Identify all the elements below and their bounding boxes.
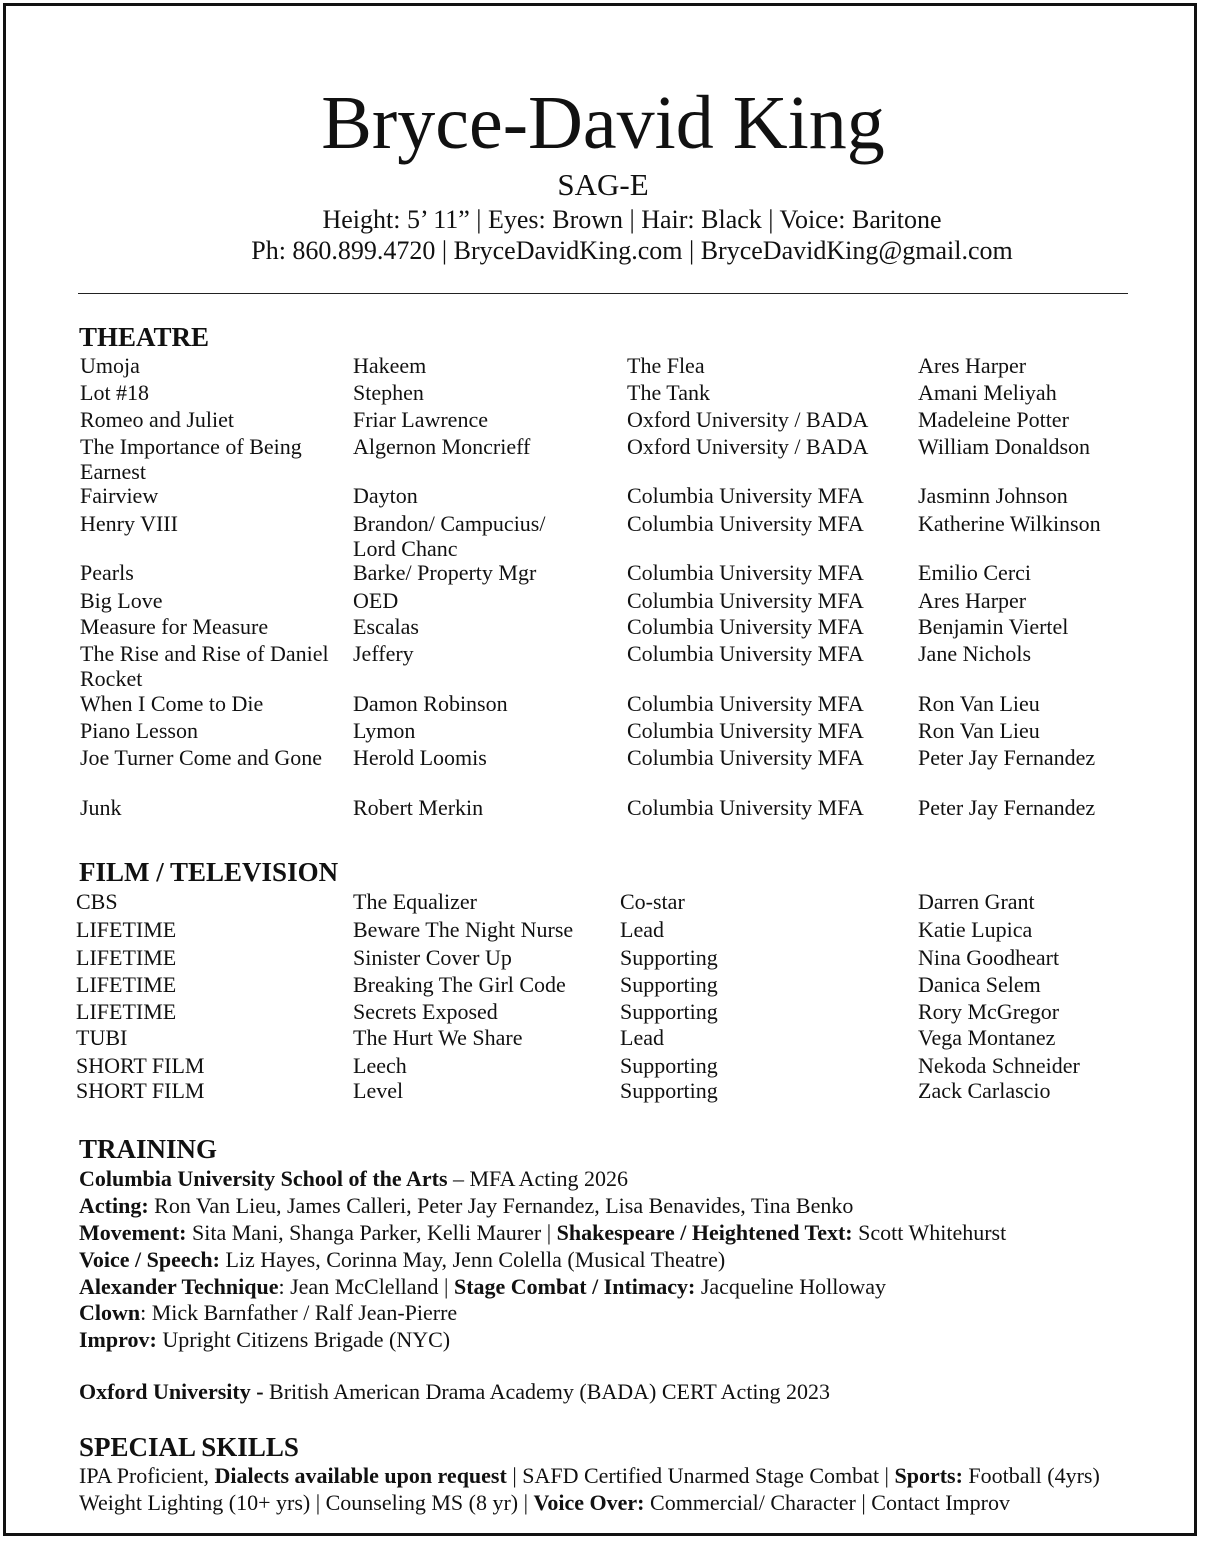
theatre-credit-venue: The Tank bbox=[627, 380, 710, 405]
theatre-credit-venue: The Flea bbox=[627, 353, 705, 378]
film-heading: FILM / TELEVISION bbox=[79, 857, 339, 887]
film-credit-director: Nekoda Schneider bbox=[918, 1053, 1080, 1078]
theatre-credit-show: The Rise and Rise of Daniel Rocket bbox=[80, 641, 329, 691]
contact-info: Ph: 860.899.4720 | BryceDavidKing.com | BryceDavidKing@gmail.com bbox=[251, 236, 1013, 265]
theatre-credit-role: Hakeem bbox=[353, 353, 427, 378]
theatre-credit-show: Umoja bbox=[80, 353, 140, 378]
theatre-credit-show: Pearls bbox=[80, 560, 134, 585]
theatre-credit-director: Peter Jay Fernandez bbox=[918, 795, 1096, 820]
theatre-credit-show: Joe Turner Come and Gone bbox=[80, 745, 322, 770]
theatre-credit-director: Ron Van Lieu bbox=[918, 691, 1040, 716]
training-improv: Improv: Upright Citizens Brigade (NYC) bbox=[79, 1327, 451, 1352]
theatre-credit-role: Escalas bbox=[353, 614, 419, 639]
film-credit-network: TUBI bbox=[76, 1025, 128, 1050]
training-heading: TRAINING bbox=[79, 1134, 218, 1164]
theatre-credit-show: Big Love bbox=[80, 588, 163, 613]
theatre-credit-venue: Columbia University MFA bbox=[627, 483, 864, 508]
film-credit-title: Sinister Cover Up bbox=[353, 945, 512, 970]
film-credit-role: Supporting bbox=[620, 945, 718, 970]
theatre-credit-role: Herold Loomis bbox=[353, 745, 487, 770]
training-alexander: Alexander Technique: Jean McClelland | Stage Combat / Intimacy: Jacqueline Holloway bbox=[79, 1274, 886, 1299]
film-credit-role: Lead bbox=[620, 917, 664, 942]
union-status: SAG-E bbox=[557, 167, 649, 202]
theatre-credit-show: Fairview bbox=[80, 483, 159, 508]
theatre-credit-show: When I Come to Die bbox=[80, 691, 264, 716]
theatre-credit-role: Barke/ Property Mgr bbox=[353, 560, 537, 585]
theatre-credit-venue: Columbia University MFA bbox=[627, 511, 864, 536]
film-credit-network: LIFETIME bbox=[76, 972, 177, 997]
theatre-credit-venue: Columbia University MFA bbox=[627, 560, 864, 585]
film-credit-director: Rory McGregor bbox=[918, 999, 1060, 1024]
theatre-credit-venue: Columbia University MFA bbox=[627, 745, 864, 770]
theatre-credit-director: Peter Jay Fernandez bbox=[918, 745, 1096, 770]
theatre-credit-director: Jasminn Johnson bbox=[918, 483, 1068, 508]
film-credit-network: SHORT FILM bbox=[76, 1053, 205, 1078]
theatre-credit-role: Dayton bbox=[353, 483, 418, 508]
theatre-credit-director: Ares Harper bbox=[918, 353, 1027, 378]
theatre-credit-venue: Columbia University MFA bbox=[627, 588, 864, 613]
theatre-credit-venue: Oxford University / BADA bbox=[627, 434, 869, 459]
theatre-credit-role: Robert Merkin bbox=[353, 795, 484, 820]
training-clown: Clown: Mick Barnfather / Ralf Jean-Pierre bbox=[79, 1300, 458, 1325]
film-credit-title: The Hurt We Share bbox=[353, 1025, 523, 1050]
theatre-credit-show: The Importance of Being Earnest bbox=[80, 434, 302, 484]
film-credit-network: SHORT FILM bbox=[76, 1078, 205, 1103]
film-credit-title: Beware The Night Nurse bbox=[353, 917, 574, 942]
theatre-credit-role: Friar Lawrence bbox=[353, 407, 488, 432]
theatre-credit-show: Measure for Measure bbox=[80, 614, 269, 639]
film-credit-title: The Equalizer bbox=[353, 889, 477, 914]
theatre-credit-director: Madeleine Potter bbox=[918, 407, 1069, 432]
theatre-credit-director: William Donaldson bbox=[918, 434, 1091, 459]
theatre-credit-show: Henry VIII bbox=[80, 511, 178, 536]
theatre-credit-director: Ron Van Lieu bbox=[918, 718, 1040, 743]
film-credit-title: Level bbox=[353, 1078, 404, 1103]
theatre-credit-show: Romeo and Juliet bbox=[80, 407, 234, 432]
film-credit-network: LIFETIME bbox=[76, 917, 177, 942]
film-credit-director: Zack Carlascio bbox=[918, 1078, 1051, 1103]
theatre-credit-show: Junk bbox=[80, 795, 122, 820]
film-credit-role: Supporting bbox=[620, 999, 718, 1024]
film-credit-role: Supporting bbox=[620, 1078, 718, 1103]
film-credit-title: Breaking The Girl Code bbox=[353, 972, 566, 997]
film-credit-network: LIFETIME bbox=[76, 945, 177, 970]
film-credit-network: CBS bbox=[76, 889, 118, 914]
skills-text: IPA Proficient, Dialects available upon request | SAFD Certified Unarmed Stage Combat | Sports: Football (4yrs) Weight Lighting (10+ yrs) | Counseling MS (8 yr) | Voice Over: Commercial/ Character | Contact Improv bbox=[79, 1463, 1100, 1515]
header-divider bbox=[78, 293, 1128, 294]
theatre-credit-director: Jane Nichols bbox=[918, 641, 1032, 666]
training-acting: Acting: Ron Van Lieu, James Calleri, Peter Jay Fernandez, Lisa Benavides, Tina Benko bbox=[79, 1193, 854, 1218]
film-credit-title: Secrets Exposed bbox=[353, 999, 498, 1024]
theatre-credit-director: Ares Harper bbox=[918, 588, 1027, 613]
theatre-credit-role: Algernon Moncrieff bbox=[353, 434, 531, 459]
film-credit-director: Vega Montanez bbox=[918, 1025, 1056, 1050]
theatre-credit-role: OED bbox=[353, 588, 399, 613]
film-credit-director: Nina Goodheart bbox=[918, 945, 1060, 970]
theatre-credit-director: Katherine Wilkinson bbox=[918, 511, 1101, 536]
theatre-credit-director: Benjamin Viertel bbox=[918, 614, 1069, 639]
training-voice: Voice / Speech: Liz Hayes, Corinna May, Jenn Colella (Musical Theatre) bbox=[79, 1247, 726, 1272]
training-school-columbia: Columbia University School of the Arts – MFA Acting 2026 bbox=[79, 1166, 629, 1191]
theatre-credit-venue: Columbia University MFA bbox=[627, 795, 864, 820]
theatre-credit-director: Amani Meliyah bbox=[918, 380, 1057, 405]
physical-stats: Height: 5’ 11” | Eyes: Brown | Hair: Black | Voice: Baritone bbox=[322, 205, 942, 234]
film-credit-role: Lead bbox=[620, 1025, 664, 1050]
skills-heading: SPECIAL SKILLS bbox=[79, 1432, 299, 1462]
theatre-credit-role: Lymon bbox=[353, 718, 416, 743]
film-credit-network: LIFETIME bbox=[76, 999, 177, 1024]
theatre-credit-show: Piano Lesson bbox=[80, 718, 198, 743]
theatre-credit-role: Brandon/ Campucius/ Lord Chanc bbox=[353, 511, 546, 561]
film-credit-director: Danica Selem bbox=[918, 972, 1041, 997]
theatre-credit-venue: Columbia University MFA bbox=[627, 641, 864, 666]
actor-name: Bryce-David King bbox=[321, 81, 885, 165]
film-credit-role: Co-star bbox=[620, 889, 685, 914]
theatre-credit-role: Damon Robinson bbox=[353, 691, 508, 716]
film-credit-role: Supporting bbox=[620, 1053, 718, 1078]
theatre-credit-role: Stephen bbox=[353, 380, 424, 405]
theatre-heading: THEATRE bbox=[79, 322, 210, 352]
theatre-credit-venue: Columbia University MFA bbox=[627, 614, 864, 639]
training-movement: Movement: Sita Mani, Shanga Parker, Kelli Maurer | Shakespeare / Heightened Text: Scott Whitehurst bbox=[79, 1220, 1007, 1245]
training-school-oxford: Oxford University - British American Drama Academy (BADA) CERT Acting 2023 bbox=[79, 1379, 831, 1404]
film-credit-title: Leech bbox=[353, 1053, 407, 1078]
theatre-credit-venue: Columbia University MFA bbox=[627, 718, 864, 743]
film-credit-director: Darren Grant bbox=[918, 889, 1035, 914]
theatre-credit-venue: Oxford University / BADA bbox=[627, 407, 869, 432]
theatre-credit-role: Jeffery bbox=[353, 641, 414, 666]
theatre-credit-show: Lot #18 bbox=[80, 380, 150, 405]
theatre-credit-venue: Columbia University MFA bbox=[627, 691, 864, 716]
film-credit-role: Supporting bbox=[620, 972, 718, 997]
film-credit-director: Katie Lupica bbox=[918, 917, 1033, 942]
theatre-credit-director: Emilio Cerci bbox=[918, 560, 1032, 585]
